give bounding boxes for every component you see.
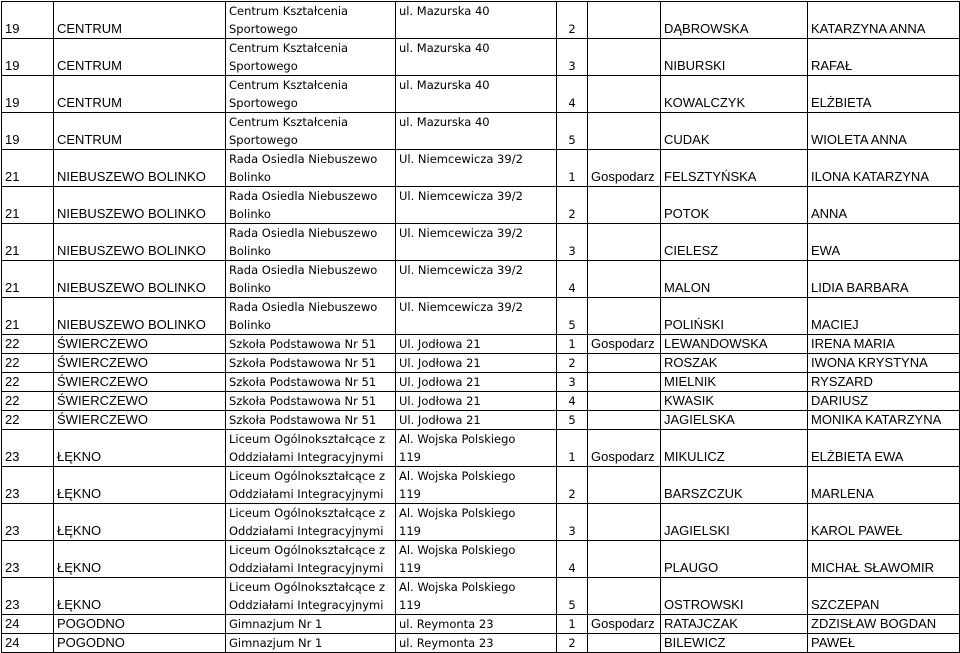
- venue-address-line: Al. Wojska Polskiego: [399, 580, 516, 594]
- venue-name: [226, 113, 396, 150]
- venue-address: [396, 578, 557, 615]
- district-number: 21: [2, 261, 54, 298]
- venue-name-line: Bolinko: [229, 207, 271, 221]
- table-row: [2, 354, 960, 373]
- role: [588, 187, 661, 224]
- venue-name: [226, 615, 396, 634]
- position-number: 5: [557, 298, 588, 335]
- role: [588, 261, 661, 298]
- venue-address: [396, 298, 557, 335]
- venue-name-line: Szkoła Podstawowa Nr 51: [229, 394, 377, 408]
- role: [588, 2, 661, 39]
- surname: BILEWICZ: [661, 634, 808, 653]
- table-row: [2, 39, 960, 76]
- venue-address: [396, 373, 557, 392]
- venue-address: [396, 504, 557, 541]
- district-number: 22: [2, 335, 54, 354]
- venue-address: [396, 150, 557, 187]
- position-number: 1: [557, 335, 588, 354]
- venue-address-line: Ul. Niemcewicza 39/2: [399, 300, 523, 314]
- district-number: 21: [2, 224, 54, 261]
- venue-address-line: ul. Reymonta 23: [399, 636, 494, 650]
- given-names: EWA: [808, 224, 960, 261]
- district-name: ŚWIERCZEWO: [54, 335, 226, 354]
- venue-name-line: Bolinko: [229, 281, 271, 295]
- table-row: [2, 113, 960, 150]
- venue-name: [226, 261, 396, 298]
- venue-name: [226, 2, 396, 39]
- venue-address-line: [399, 131, 556, 149]
- district-number: 23: [2, 467, 54, 504]
- given-names: WIOLETA ANNA: [808, 113, 960, 150]
- venue-address-line: 119: [399, 524, 421, 538]
- venue-name-line: Sportowego: [229, 133, 298, 147]
- venue-address-line: ul. Mazurska 40: [399, 115, 490, 129]
- venue-name: [226, 335, 396, 354]
- venue-name-line: Rada Osiedla Niebuszewo: [229, 226, 378, 240]
- table-row: [2, 261, 960, 298]
- district-name: NIEBUSZEWO BOLINKO: [54, 187, 226, 224]
- surname: POLIŃSKI: [661, 298, 808, 335]
- given-names: PAWEŁ: [808, 634, 960, 653]
- district-number: 23: [2, 541, 54, 578]
- venue-address-line: [399, 168, 556, 186]
- venue-name: [226, 150, 396, 187]
- given-names: SZCZEPAN: [808, 578, 960, 615]
- district-name: POGODNO: [54, 615, 226, 634]
- district-name: ŚWIERCZEWO: [54, 354, 226, 373]
- district-number: 19: [2, 76, 54, 113]
- surname: NIBURSKI: [661, 39, 808, 76]
- given-names: RYSZARD: [808, 373, 960, 392]
- district-name: NIEBUSZEWO BOLINKO: [54, 150, 226, 187]
- district-number: 22: [2, 411, 54, 430]
- given-names: KAROL PAWEŁ: [808, 504, 960, 541]
- venue-address-line: Ul. Jodłowa 21: [399, 337, 481, 351]
- table-row: [2, 541, 960, 578]
- table-row: [2, 150, 960, 187]
- venue-name-line: Szkoła Podstawowa Nr 51: [229, 356, 377, 370]
- venue-address: [396, 261, 557, 298]
- district-number: 23: [2, 504, 54, 541]
- surname: ROSZAK: [661, 354, 808, 373]
- district-number: 23: [2, 578, 54, 615]
- district-number: 24: [2, 615, 54, 634]
- district-name: ŚWIERCZEWO: [54, 373, 226, 392]
- venue-address: [396, 2, 557, 39]
- venue-name-line: Liceum Ogólnokształcące z: [229, 432, 386, 446]
- venue-name: [226, 467, 396, 504]
- role: Gospodarz: [588, 335, 661, 354]
- venue-address-line: [399, 242, 556, 260]
- venue-address-line: Ul. Jodłowa 21: [399, 413, 481, 427]
- venue-name: [226, 411, 396, 430]
- table-row: [2, 634, 960, 653]
- venue-address-line: 119: [399, 450, 421, 464]
- given-names: ILONA KATARZYNA: [808, 150, 960, 187]
- venue-address-line: [399, 20, 556, 38]
- surname: MALON: [661, 261, 808, 298]
- given-names: ELŻBIETA EWA: [808, 430, 960, 467]
- position-number: 5: [557, 113, 588, 150]
- position-number: 4: [557, 541, 588, 578]
- role: [588, 224, 661, 261]
- given-names: DARIUSZ: [808, 392, 960, 411]
- venue-address-line: 119: [399, 598, 421, 612]
- given-names: IWONA KRYSTYNA: [808, 354, 960, 373]
- position-number: 4: [557, 392, 588, 411]
- venue-address-line: ul. Mazurska 40: [399, 4, 490, 18]
- venue-name-line: Rada Osiedla Niebuszewo: [229, 263, 378, 277]
- district-name: ŁĘKNO: [54, 504, 226, 541]
- district-number: 22: [2, 373, 54, 392]
- venue-name-line: Oddziałami Integracyjnymi: [229, 561, 384, 575]
- district-name: CENTRUM: [54, 113, 226, 150]
- role: [588, 298, 661, 335]
- district-name: ŁĘKNO: [54, 430, 226, 467]
- district-name: CENTRUM: [54, 76, 226, 113]
- venue-name: [226, 298, 396, 335]
- table-row: [2, 187, 960, 224]
- given-names: RAFAŁ: [808, 39, 960, 76]
- surname: FELSZTYŃSKA: [661, 150, 808, 187]
- venue-address: [396, 39, 557, 76]
- table-row: [2, 392, 960, 411]
- venue-address-line: Ul. Jodłowa 21: [399, 394, 481, 408]
- role: [588, 373, 661, 392]
- venue-address: [396, 615, 557, 634]
- venue-name-line: Centrum Kształcenia: [229, 115, 349, 129]
- role: [588, 354, 661, 373]
- position-number: 2: [557, 467, 588, 504]
- venue-address-line: Ul. Jodłowa 21: [399, 356, 481, 370]
- venue-name-line: Liceum Ogólnokształcące z: [229, 469, 386, 483]
- venue-name: [226, 224, 396, 261]
- venue-address-line: [399, 279, 556, 297]
- venue-name-line: Rada Osiedla Niebuszewo: [229, 189, 378, 203]
- venue-address-line: [399, 316, 556, 334]
- venue-address-line: 119: [399, 561, 421, 575]
- district-number: 21: [2, 298, 54, 335]
- district-number: 24: [2, 634, 54, 653]
- surname: KOWALCZYK: [661, 76, 808, 113]
- position-number: 5: [557, 411, 588, 430]
- district-name: NIEBUSZEWO BOLINKO: [54, 224, 226, 261]
- venue-name-line: Sportowego: [229, 59, 298, 73]
- table-row: [2, 411, 960, 430]
- venue-name-line: Liceum Ogólnokształcące z: [229, 543, 386, 557]
- venue-address-line: [399, 94, 556, 112]
- given-names: ELŻBIETA: [808, 76, 960, 113]
- venue-address-line: [399, 57, 556, 75]
- venue-address: [396, 634, 557, 653]
- given-names: IRENA MARIA: [808, 335, 960, 354]
- district-name: ŚWIERCZEWO: [54, 392, 226, 411]
- position-number: 2: [557, 187, 588, 224]
- position-number: 1: [557, 150, 588, 187]
- venue-name-line: Gimnazjum Nr 1: [229, 636, 323, 650]
- venue-address: [396, 224, 557, 261]
- table-row: [2, 2, 960, 39]
- district-name: CENTRUM: [54, 2, 226, 39]
- surname: KWASIK: [661, 392, 808, 411]
- table-row: [2, 76, 960, 113]
- venue-address: [396, 430, 557, 467]
- venue-address-line: Al. Wojska Polskiego: [399, 543, 516, 557]
- position-number: 2: [557, 354, 588, 373]
- district-number: 21: [2, 187, 54, 224]
- venue-name-line: Rada Osiedla Niebuszewo: [229, 152, 378, 166]
- venue-name: [226, 392, 396, 411]
- role: Gospodarz: [588, 150, 661, 187]
- table-row: [2, 224, 960, 261]
- given-names: MACIEJ: [808, 298, 960, 335]
- district-number: 22: [2, 354, 54, 373]
- venue-name: [226, 541, 396, 578]
- venue-address: [396, 335, 557, 354]
- venue-name-line: Oddziałami Integracyjnymi: [229, 450, 384, 464]
- role: Gospodarz: [588, 430, 661, 467]
- venue-name-line: Sportowego: [229, 22, 298, 36]
- table-row: [2, 298, 960, 335]
- district-name: NIEBUSZEWO BOLINKO: [54, 298, 226, 335]
- given-names: ANNA: [808, 187, 960, 224]
- district-number: 19: [2, 2, 54, 39]
- district-name: ŁĘKNO: [54, 541, 226, 578]
- given-names: MICHAŁ SŁAWOMIR: [808, 541, 960, 578]
- given-names: MARLENA: [808, 467, 960, 504]
- venue-name-line: Rada Osiedla Niebuszewo: [229, 300, 378, 314]
- surname: CIELESZ: [661, 224, 808, 261]
- surname: BARSZCZUK: [661, 467, 808, 504]
- venue-address-line: Al. Wojska Polskiego: [399, 432, 516, 446]
- position-number: 4: [557, 76, 588, 113]
- venue-address-line: ul. Mazurska 40: [399, 78, 490, 92]
- venue-name: [226, 578, 396, 615]
- venue-address-line: Al. Wojska Polskiego: [399, 469, 516, 483]
- district-name: ŁĘKNO: [54, 578, 226, 615]
- commission-table: [1, 1, 960, 653]
- venue-name: [226, 187, 396, 224]
- role: [588, 541, 661, 578]
- venue-address: [396, 411, 557, 430]
- surname: POTOK: [661, 187, 808, 224]
- position-number: 1: [557, 615, 588, 634]
- role: [588, 113, 661, 150]
- venue-name-line: Szkoła Podstawowa Nr 51: [229, 375, 377, 389]
- position-number: 4: [557, 261, 588, 298]
- venue-address: [396, 392, 557, 411]
- district-number: 19: [2, 39, 54, 76]
- table-row: [2, 467, 960, 504]
- venue-address: [396, 113, 557, 150]
- district-name: NIEBUSZEWO BOLINKO: [54, 261, 226, 298]
- venue-address-line: Ul. Niemcewicza 39/2: [399, 226, 523, 240]
- position-number: 3: [557, 224, 588, 261]
- venue-name-line: Bolinko: [229, 244, 271, 258]
- venue-name-line: Bolinko: [229, 170, 271, 184]
- venue-address-line: 119: [399, 487, 421, 501]
- position-number: 1: [557, 430, 588, 467]
- district-name: ŚWIERCZEWO: [54, 411, 226, 430]
- venue-address: [396, 467, 557, 504]
- table-body: [2, 2, 960, 653]
- surname: MIELNIK: [661, 373, 808, 392]
- venue-address: [396, 76, 557, 113]
- venue-name-line: Centrum Kształcenia: [229, 78, 349, 92]
- venue-name-line: Bolinko: [229, 318, 271, 332]
- district-name: CENTRUM: [54, 39, 226, 76]
- venue-address: [396, 541, 557, 578]
- venue-name: [226, 373, 396, 392]
- table-row: [2, 615, 960, 634]
- venue-name: [226, 634, 396, 653]
- table-row: [2, 373, 960, 392]
- venue-name: [226, 430, 396, 467]
- venue-address-line: Ul. Niemcewicza 39/2: [399, 189, 523, 203]
- district-number: 22: [2, 392, 54, 411]
- venue-name-line: Szkoła Podstawowa Nr 51: [229, 337, 377, 351]
- district-number: 21: [2, 150, 54, 187]
- surname: MIKULICZ: [661, 430, 808, 467]
- given-names: MONIKA KATARZYNA: [808, 411, 960, 430]
- role: [588, 39, 661, 76]
- district-name: POGODNO: [54, 634, 226, 653]
- surname: PLAUGO: [661, 541, 808, 578]
- venue-address-line: Ul. Niemcewicza 39/2: [399, 152, 523, 166]
- venue-address: [396, 187, 557, 224]
- role: [588, 392, 661, 411]
- surname: CUDAK: [661, 113, 808, 150]
- role: [588, 504, 661, 541]
- venue-name-line: Szkoła Podstawowa Nr 51: [229, 413, 377, 427]
- venue-address-line: [399, 205, 556, 223]
- venue-name-line: Oddziałami Integracyjnymi: [229, 598, 384, 612]
- venue-name: [226, 39, 396, 76]
- position-number: 3: [557, 39, 588, 76]
- district-number: 23: [2, 430, 54, 467]
- role: [588, 578, 661, 615]
- given-names: LIDIA BARBARA: [808, 261, 960, 298]
- role: Gospodarz: [588, 615, 661, 634]
- venue-name-line: Centrum Kształcenia: [229, 41, 349, 55]
- table-row: [2, 504, 960, 541]
- role: [588, 634, 661, 653]
- given-names: KATARZYNA ANNA: [808, 2, 960, 39]
- venue-name-line: Oddziałami Integracyjnymi: [229, 487, 384, 501]
- position-number: 2: [557, 2, 588, 39]
- role: [588, 411, 661, 430]
- table-row: [2, 335, 960, 354]
- venue-name-line: Oddziałami Integracyjnymi: [229, 524, 384, 538]
- position-number: 3: [557, 504, 588, 541]
- venue-address-line: Al. Wojska Polskiego: [399, 506, 516, 520]
- venue-address: [396, 354, 557, 373]
- table-row: [2, 578, 960, 615]
- surname: LEWANDOWSKA: [661, 335, 808, 354]
- position-number: 3: [557, 373, 588, 392]
- position-number: 2: [557, 634, 588, 653]
- surname: RATAJCZAK: [661, 615, 808, 634]
- venue-name-line: Liceum Ogólnokształcące z: [229, 580, 386, 594]
- venue-address-line: Ul. Niemcewicza 39/2: [399, 263, 523, 277]
- venue-name: [226, 504, 396, 541]
- surname: DĄBROWSKA: [661, 2, 808, 39]
- venue-address-line: ul. Mazurska 40: [399, 41, 490, 55]
- district-number: 19: [2, 113, 54, 150]
- surname: OSTROWSKI: [661, 578, 808, 615]
- venue-name-line: Centrum Kształcenia: [229, 4, 349, 18]
- surname: JAGIELSKA: [661, 411, 808, 430]
- district-name: ŁĘKNO: [54, 467, 226, 504]
- venue-address-line: Ul. Jodłowa 21: [399, 375, 481, 389]
- role: [588, 467, 661, 504]
- surname: JAGIELSKI: [661, 504, 808, 541]
- table-row: [2, 430, 960, 467]
- venue-name-line: Gimnazjum Nr 1: [229, 617, 323, 631]
- given-names: ZDZISŁAW BOGDAN: [808, 615, 960, 634]
- venue-address-line: ul. Reymonta 23: [399, 617, 494, 631]
- venue-name: [226, 76, 396, 113]
- venue-name-line: Liceum Ogólnokształcące z: [229, 506, 386, 520]
- venue-name: [226, 354, 396, 373]
- venue-name-line: Sportowego: [229, 96, 298, 110]
- position-number: 5: [557, 578, 588, 615]
- role: [588, 76, 661, 113]
